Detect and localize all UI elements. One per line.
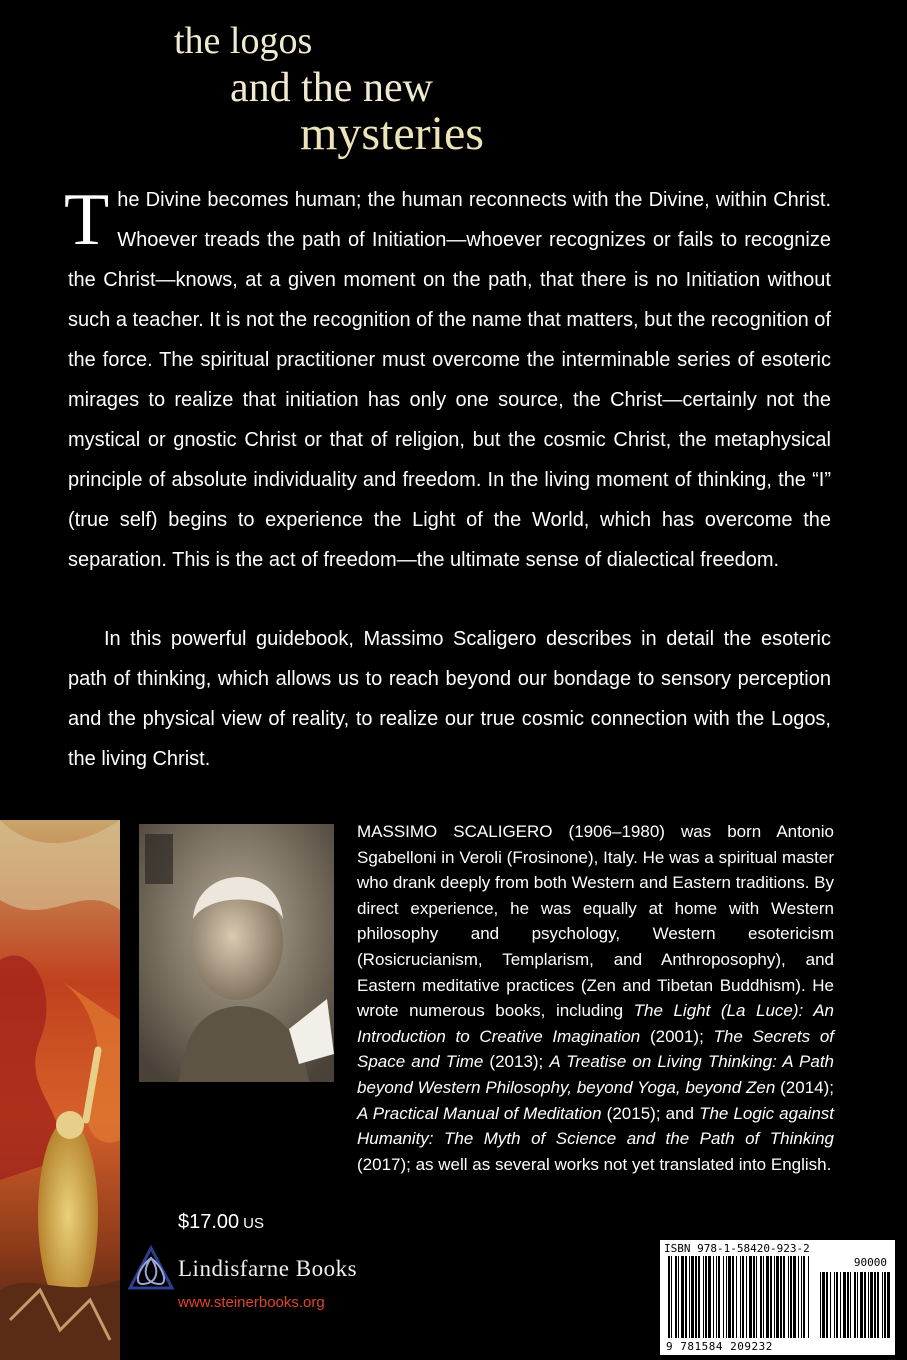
barcode-bar xyxy=(793,1256,796,1338)
barcode-bar xyxy=(783,1256,785,1338)
isbn-text: ISBN 978-1-58420-923-2 xyxy=(664,1242,810,1255)
barcode-bar xyxy=(760,1256,762,1338)
barcode-bar xyxy=(753,1256,755,1338)
barcode-bar xyxy=(843,1272,846,1338)
barcode-bar xyxy=(713,1256,714,1338)
barcode-bar xyxy=(882,1272,883,1338)
price-amount: $17.00 xyxy=(178,1211,240,1233)
publisher-name: Lindisfarne Books xyxy=(178,1256,358,1281)
author-photo xyxy=(139,824,334,1082)
title-line-3: mysteries xyxy=(300,107,484,160)
barcode-bar xyxy=(780,1256,782,1338)
barcode-bar xyxy=(884,1272,886,1338)
barcode-bar xyxy=(830,1272,831,1338)
barcode-bar xyxy=(770,1256,772,1338)
barcode-bar xyxy=(691,1256,694,1338)
barcode-bar xyxy=(695,1256,697,1338)
barcode-bar xyxy=(776,1256,779,1338)
book-year-2: (2013); xyxy=(483,1052,550,1072)
barcode-bar xyxy=(705,1256,707,1338)
barcode-bar xyxy=(678,1256,679,1338)
barcode-bar xyxy=(857,1272,858,1338)
barcode-bar xyxy=(834,1272,835,1338)
barcode-bar xyxy=(840,1272,841,1338)
price xyxy=(178,1211,264,1234)
barcode-bar xyxy=(756,1256,757,1338)
barcode-bar xyxy=(728,1256,731,1338)
barcode-bar xyxy=(854,1272,856,1338)
barcode-bar xyxy=(716,1256,717,1338)
barcode-bars xyxy=(660,1240,895,1355)
barcode-bar xyxy=(671,1256,672,1338)
barcode-bar xyxy=(874,1272,876,1338)
barcode-bar xyxy=(708,1256,711,1338)
book-year-5: (2017); as well as several works not yet translated into English. xyxy=(357,1154,832,1174)
book-year-3: (2014); xyxy=(775,1077,834,1097)
barcode-bar xyxy=(836,1272,838,1338)
book-year-1: (2001); xyxy=(640,1026,714,1046)
barcode-bar xyxy=(826,1272,828,1338)
barcode-bar xyxy=(718,1256,720,1338)
book-title-4: A Practical Manual of Meditation xyxy=(357,1103,602,1123)
paragraph-1-text: he Divine becomes human; the human reconnects with the Divine, within Christ. Whoever treads the path of Initiation—whoever recognizes or fails to recognize the Christ—knows, at a given moment on the path, that there is no Initiation without such a teacher. It is not the recognition of the name that matters, but the recognition of the force. The spiritual practitioner must overcome the interminable series of esoteric mirages to realize that initiation has only one source, the Christ—certainly not the mystical or gnostic Christ or that of religion, but the cosmic Christ, the metaphysical principle of absolute individuality and freedom. In the living moment of thinking, the “I” (true self) begins to experience the Light of the World, which has overcome the separation. This is the act of freedom—the ultimate sense of dialectical freedom. xyxy=(68,189,831,571)
barcode-bar xyxy=(749,1256,752,1338)
barcode-bar xyxy=(732,1256,734,1338)
barcode-bar xyxy=(868,1272,869,1338)
book-title-1: The Light (La Luce): An Introduction to Creative Imagination xyxy=(357,1001,834,1046)
barcode-bar xyxy=(847,1272,849,1338)
barcode-bar xyxy=(736,1256,737,1338)
barcode-bar xyxy=(681,1256,684,1338)
isbn-barcode xyxy=(660,1240,895,1355)
book-year-4: (2015); and xyxy=(601,1103,700,1123)
barcode-number: 9 781584 209232 xyxy=(666,1340,773,1353)
barcode-bar xyxy=(698,1256,700,1338)
barcode-bar xyxy=(887,1272,890,1338)
barcode-bar xyxy=(822,1272,825,1338)
barcode-bar xyxy=(774,1256,775,1338)
barcode-bar xyxy=(820,1272,821,1338)
drop-cap: T xyxy=(64,179,110,261)
title-line-1: the logos xyxy=(174,20,313,62)
book-title-3: A Treatise on Living Thinking: A Path beyond Western Philosophy, beyond Yoga, beyond Zen xyxy=(357,1052,834,1097)
barcode-bar xyxy=(870,1272,873,1338)
publisher-website[interactable]: www.steinerbooks.org xyxy=(178,1294,325,1311)
barcode-bar xyxy=(742,1256,744,1338)
author-name: MASSIMO SCALIGERO xyxy=(357,822,553,841)
barcode-bar xyxy=(685,1256,687,1338)
author-bio xyxy=(357,819,834,1177)
barcode-bar xyxy=(803,1256,805,1338)
barcode-bar xyxy=(723,1256,724,1338)
barcode-bar xyxy=(801,1256,802,1338)
barcode-bar xyxy=(860,1272,863,1338)
barcode-bar xyxy=(850,1272,851,1338)
barcode-bar xyxy=(766,1256,769,1338)
barcode-bar xyxy=(668,1256,670,1338)
barcode-bar xyxy=(790,1256,792,1338)
barcode-bar xyxy=(689,1256,690,1338)
barcode-bar xyxy=(726,1256,727,1338)
barcode-bar xyxy=(788,1256,789,1338)
price-code: 90000 xyxy=(853,1256,887,1269)
barcode-bar xyxy=(675,1256,677,1338)
barcode-bar xyxy=(864,1272,866,1338)
bio-intro: (1906–1980) was born Antonio Sgabelloni in Veroli (Frosinone), Italy. He was a spiritual master who drank deeply from both Western and Eastern traditions. By direct experience, he was equally at home with Western philosophy and psychology, Western esotericism (Rosicrucianism, Templarism, and Anthroposophy), and Eastern meditative practices (Zen and Tibetan Buddhism). He wrote numerous books, including xyxy=(357,822,834,1021)
description-paragraph-1 xyxy=(64,179,831,580)
barcode-bar xyxy=(808,1256,809,1338)
book-title-5: The Logic against Humanity: The Myth of Science and the Path of Thinking xyxy=(357,1103,834,1149)
triquetra-icon xyxy=(126,1244,176,1300)
barcode-bar xyxy=(703,1256,704,1338)
title-line-2: and the new xyxy=(230,65,433,111)
barcode-bar xyxy=(746,1256,747,1338)
price-currency: US xyxy=(243,1215,265,1232)
barcode-bar xyxy=(763,1256,764,1338)
description-paragraph-2: In this powerful guidebook, Massimo Scaligero describes in detail the esoteric path of thinking, which allows us to reach beyond our bondage to sensory perception and the physical view of reality, to realize our true cosmic connection with the Logos, the living Christ. xyxy=(68,628,831,770)
cover-artwork xyxy=(0,820,120,1360)
book-title-2: The Secrets of Space and Time xyxy=(357,1026,834,1072)
barcode-bar xyxy=(877,1272,879,1338)
barcode-bar xyxy=(740,1256,741,1338)
barcode-bar xyxy=(798,1256,799,1338)
